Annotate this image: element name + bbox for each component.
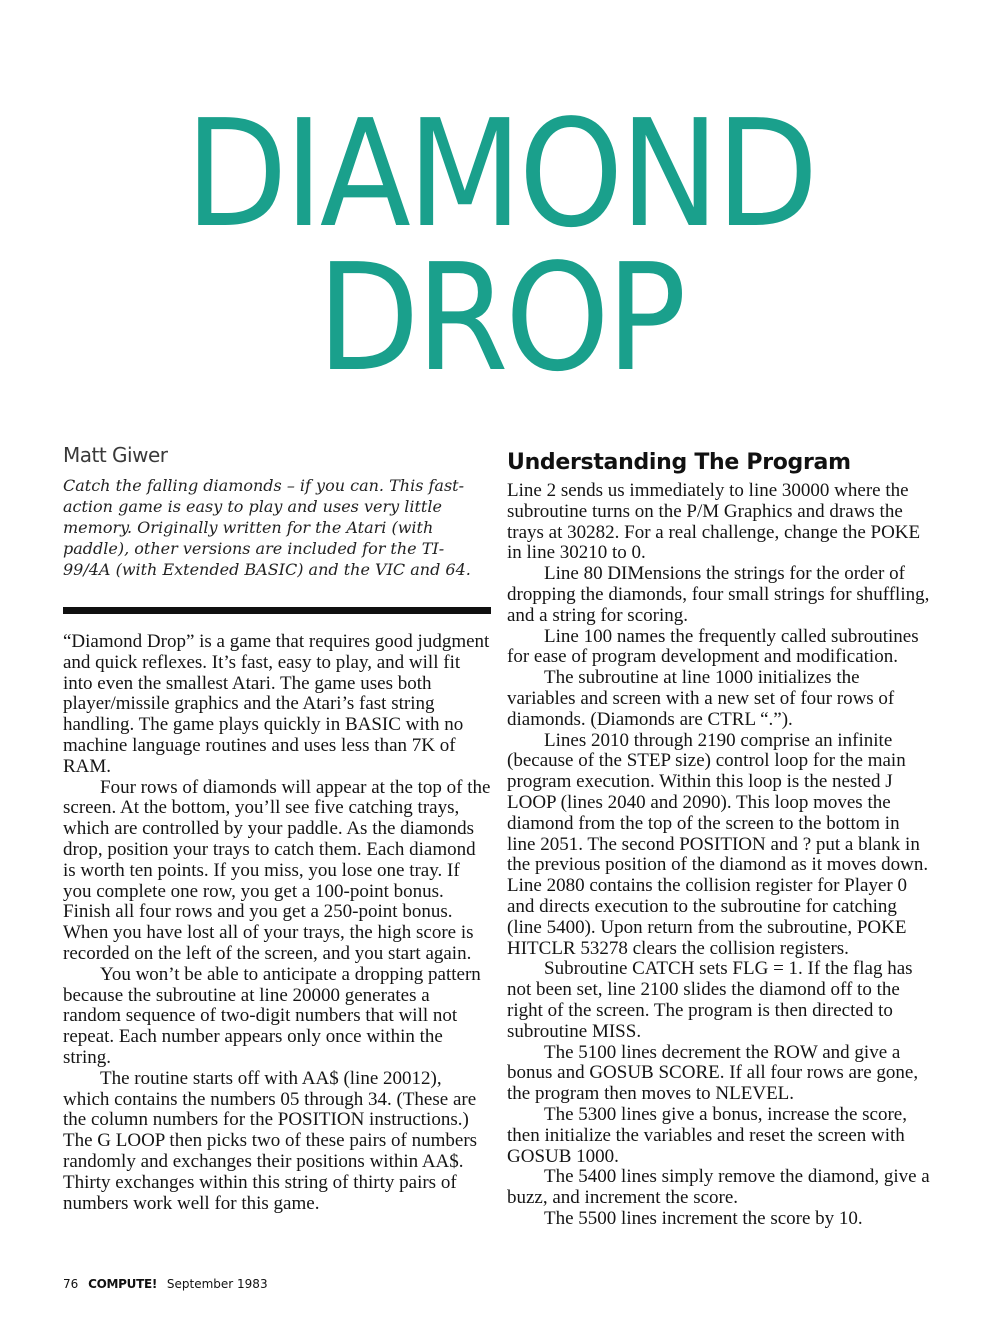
body-paragraph: The routine starts off with AA$ (line 20012), which contains the numbers 05 through 34. (These are the column numbers for the POSITION instructions.) The G LOOP then picks two of these pairs of numbers randomly and exchanges their positions within AA$. Thirty exchanges within this string of thirty pairs of numbers work well for this game. (63, 1067, 478, 1214)
body-paragraph: The 5100 lines decrement the ROW and give a bonus and GOSUB SCORE. If all four rows are gone, the program then moves to NLEVEL. (507, 1041, 919, 1105)
body-paragraph: Line 100 names the frequently called subroutines for ease of program development and modification. (507, 625, 919, 668)
right-column (507, 450, 932, 1230)
issue-date: September 1983 (166, 1277, 268, 1291)
page-footer (63, 1277, 268, 1291)
body-paragraph: The 5400 lines simply remove the diamond, give a buzz, and increment the score. (507, 1166, 930, 1209)
body-paragraph: The 5500 lines increment the score by 10. (544, 1207, 863, 1229)
divider-rule (63, 607, 491, 614)
body-paragraph: Line 80 DIMensions the strings for the order of dropping the diamonds, four small strings for shuffling, and a string for scoring. (507, 563, 930, 626)
body-paragraph: “Diamond Drop” is a game that requires good judgment and quick reflexes. It’s fast, easy to play, and will fit into even the smallest Atari. The game uses both player/missile graphics and the Atari’s fast string handling. The game plays quickly in BASIC with no machine language routines and uses less than 7K of RAM. (63, 631, 490, 777)
intro-blurb: Catch the falling diamonds – if you can. This fast-action game is easy to play and uses very little memory. Originally written for the Atari (with paddle), other versions are included for the TI-99/4A (with Extended BASIC) and the VIC and 64. (63, 476, 471, 579)
magazine-name: COMPUTE! (88, 1277, 158, 1291)
page-number: 76 (63, 1277, 79, 1291)
body-paragraph: The 5300 lines give a bonus, increase the score, then initialize the variables and reset the screen with GOSUB 1000. (507, 1103, 907, 1167)
title-line-1: DIAMOND (185, 88, 815, 260)
left-column (63, 443, 491, 1214)
section-heading: Understanding The Program (507, 450, 851, 475)
body-paragraph: Subroutine CATCH sets FLG = 1. If the flag has not been set, line 2100 slides the diamond off to the right of the screen. The program is then directed to subroutine MISS. (507, 958, 913, 1042)
body-paragraph: Line 2 sends us immediately to line 30000 where the subroutine turns on the P/M Graphics and draws the trays at 30282. For a real challenge, change the POKE in line 30210 to 0. (507, 480, 921, 564)
body-paragraph: You won’t be able to anticipate a dropping pattern because the subroutine at line 20000 generates a random sequence of two-digit numbers that will not repeat. Each number appears only once within the string. (63, 963, 481, 1068)
body-paragraph: The subroutine at line 1000 initializes the variables and screen with a new set of four rows of diamonds. (Diamonds are CTRL “.”). (507, 667, 895, 730)
body-paragraph: Lines 2010 through 2190 comprise an infinite (because of the STEP size) control loop for the main program execution. Within this loop is the nested J LOOP (lines 2040 and 2090). This loop moves the diamond from the top of the screen to the bottom in line 2051. The second POSITION and ? put a blank in the previous position of the diamond as it moves down. Line 2080 contains the collision register for Player 0 and directs execution to the subroutine for catching (line 5400). Upon return from the subroutine, POKE HITCLR 53278 clears the collision registers. (507, 729, 929, 959)
author-byline: Matt Giwer (63, 443, 168, 467)
body-paragraph: Four rows of diamonds will appear at the top of the screen. At the bottom, you’ll see five catching trays, which are controlled by your paddle. As the diamonds drop, position your trays to catch them. Each diamond is worth ten points. If you miss, you lose one tray. If you complete one row, you get a 100-point bonus. Finish all four rows and you get a 250-point bonus. When you have lost all of your trays, the high score is recorded on the left of the screen, and you start again. (63, 776, 491, 964)
title-line-2: DROP (317, 232, 683, 404)
